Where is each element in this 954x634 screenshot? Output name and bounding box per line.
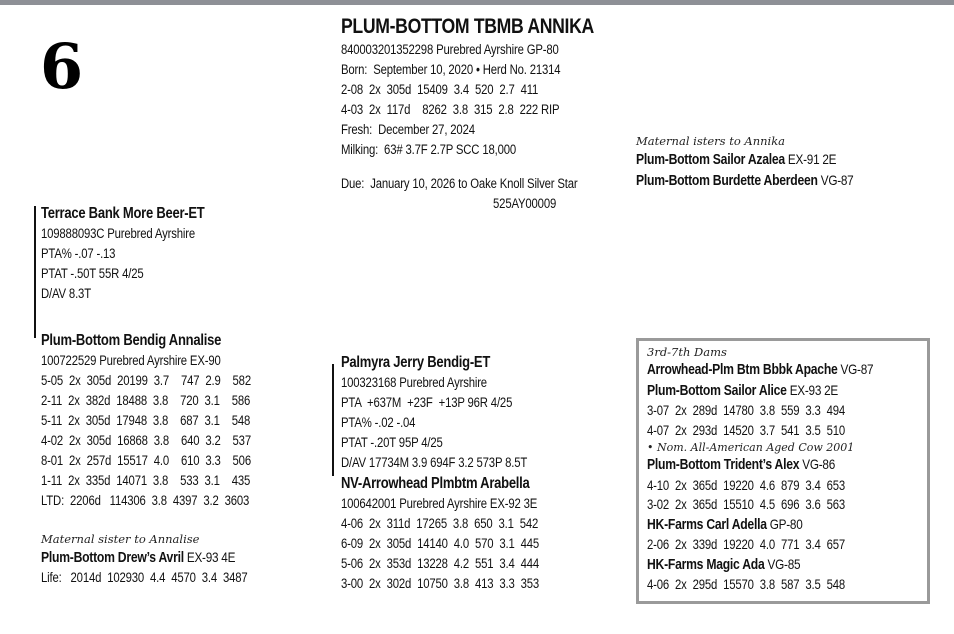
subject-milking: Milking: 63# 3.7F 2.7P SCC 18,000 (341, 142, 516, 157)
sister-class: VG-87 (817, 172, 854, 188)
dam-entry-record: 3-02 2x 365d 15510 4.5 696 3.6 563 (647, 497, 846, 512)
dam-entry-note: • Nom. All-American Aged Cow 2001 (647, 441, 855, 454)
dam-entry-class: EX-93 2E (786, 381, 839, 398)
pedigree-connector (34, 206, 36, 338)
dam-entry-class: VG-85 (764, 555, 801, 572)
dam-reg: 100722529 Purebred Ayrshire EX-90 (41, 353, 221, 368)
dam-record: 4-02 2x 305d 16868 3.8 640 3.2 537 (41, 433, 251, 448)
maternal-sister-annalise (41, 531, 287, 588)
grandsire-dav: D/AV 17734M 3.9 694F 3.2 573P 8.5T (341, 455, 528, 470)
sire-dav: D/AV 8.3T (41, 286, 91, 301)
sister-class: EX-93 4E (183, 549, 236, 565)
sister-entry (636, 149, 853, 170)
subject-due: Due: January 10, 2026 to Oake Knoll Silver Star (341, 176, 578, 191)
dam-entry-record: 2-06 2x 339d 19220 4.0 771 3.4 657 (647, 537, 846, 552)
dam-record: 5-11 2x 305d 17948 3.8 687 3.1 548 (41, 413, 251, 428)
sire-name: Terrace Bank More Beer-ET (41, 205, 205, 222)
granddam-record: 6-09 2x 305d 14140 4.0 570 3.1 445 (341, 536, 540, 551)
sister-class: EX-91 2E (784, 151, 837, 167)
dam-entry-record: 4-06 2x 295d 15570 3.8 587 3.5 548 (647, 577, 846, 592)
grandsire-reg: 100323168 Purebred Ayrshire (341, 375, 487, 390)
granddam-record: 3-00 2x 302d 10750 3.8 413 3.3 353 (341, 576, 540, 591)
sister-entry (636, 170, 853, 191)
dam-entry-record: 3-07 2x 289d 14780 3.8 559 3.3 494 (647, 403, 846, 418)
dam-entry-record: 4-10 2x 365d 19220 4.6 879 3.4 653 (647, 477, 846, 493)
sire-reg: 109888093C Purebred Ayrshire (41, 226, 195, 241)
sister-name: Plum-Bottom Burdette Aberdeen (636, 173, 818, 189)
dam-entry (647, 555, 873, 576)
subject-fresh: Fresh: December 27, 2024 (341, 122, 475, 137)
grandsire-pta: PTA +637M +23F +13P 96R 4/25 (341, 395, 513, 410)
subject-block (341, 14, 642, 214)
sire-pta-pct: PTA% -.07 -.13 (41, 246, 116, 261)
dam-record: 2-11 2x 382d 18488 3.8 720 3.1 586 (41, 393, 251, 408)
granddam-record: 4-06 2x 311d 17265 3.8 650 3.1 542 (341, 516, 539, 531)
subject-born: Born: September 10, 2020 • Herd No. 21314 (341, 62, 561, 77)
granddam-name: NV-Arrowhead Plmbtm Arabella (341, 475, 530, 492)
dam-entry-name: Arrowhead-Plm Btm Bbbk Apache (647, 362, 838, 378)
dam-entry (647, 360, 873, 381)
dam-entry-name: HK-Farms Magic Ada (647, 556, 765, 573)
grandsire-ptat: PTAT -.20T 95P 4/25 (341, 435, 443, 450)
sister-entry (41, 547, 248, 568)
dam-block (41, 330, 291, 511)
grandsire-name: Palmyra Jerry Bendig-ET (341, 354, 491, 371)
dam-entry (647, 381, 873, 402)
dam-entry (647, 455, 873, 476)
sire-ptat: PTAT -.50T 55R 4/25 (41, 266, 144, 281)
maternal-sisters-annika (636, 133, 895, 191)
subject-name: PLUM-BOTTOM TBMB ANNIKA (341, 15, 594, 38)
dams-3-7-block (647, 344, 916, 595)
dam-entry-name: HK-Farms Carl Adella (647, 516, 767, 533)
dam-name: Plum-Bottom Bendig Annalise (41, 332, 222, 349)
subject-record: 4-03 2x 117d 8262 3.8 315 2.8 222 RIP (341, 102, 560, 117)
grandsire-pta-pct: PTA% -.02 -.04 (341, 415, 416, 430)
dams-heading: 3rd-7th Dams (647, 345, 727, 359)
maternal-sisters-heading: Maternal isters to Annika (636, 134, 786, 148)
dam-entry-name: Plum-Bottom Trident’s Alex (647, 457, 800, 473)
granddam-record: 5-06 2x 353d 13228 4.2 551 3.4 444 (341, 556, 540, 571)
subject-record: 2-08 2x 305d 15409 3.4 520 2.7 411 (341, 82, 539, 97)
maternal-grandsire-block (341, 352, 563, 473)
dam-entry-class: VG-86 (799, 456, 836, 472)
subject-due-code: 525AY00009 (493, 196, 557, 211)
dam-record: 1-11 2x 335d 14071 3.8 533 3.1 435 (41, 473, 251, 488)
pedigree-connector (332, 364, 334, 476)
dam-entry-name: Plum-Bottom Sailor Alice (647, 382, 787, 399)
dam-ltd: LTD: 2206d 114306 3.8 4397 3.2 3603 (41, 493, 250, 508)
sire-block (41, 203, 236, 304)
subject-reg: 840003201352298 Purebred Ayrshire GP-80 (341, 42, 559, 57)
top-bar (0, 0, 954, 5)
dam-entry-record: 4-07 2x 293d 14520 3.7 541 3.5 510 (647, 422, 846, 438)
dam-entry-class: GP-80 (766, 515, 803, 532)
granddam-reg: 100642001 Purebred Ayrshire EX-92 3E (341, 496, 538, 511)
sister-name: Plum-Bottom Sailor Azalea (636, 152, 785, 168)
maternal-sister-heading: Maternal sister to Annalise (41, 532, 200, 546)
lot-number: 6 (40, 30, 84, 103)
dam-record: 5-05 2x 305d 20199 3.7 747 2.9 582 (41, 373, 251, 388)
dam-entry (647, 515, 873, 536)
sister-name: Plum-Bottom Drew’s Avril (41, 550, 184, 566)
dam-entry-class: VG-87 (837, 361, 874, 377)
dam-record: 8-01 2x 257d 15517 4.0 610 3.3 506 (41, 453, 251, 468)
granddam-block (341, 473, 577, 594)
sister-life: Life: 2014d 102930 4.4 4570 3.4 3487 (41, 570, 248, 585)
